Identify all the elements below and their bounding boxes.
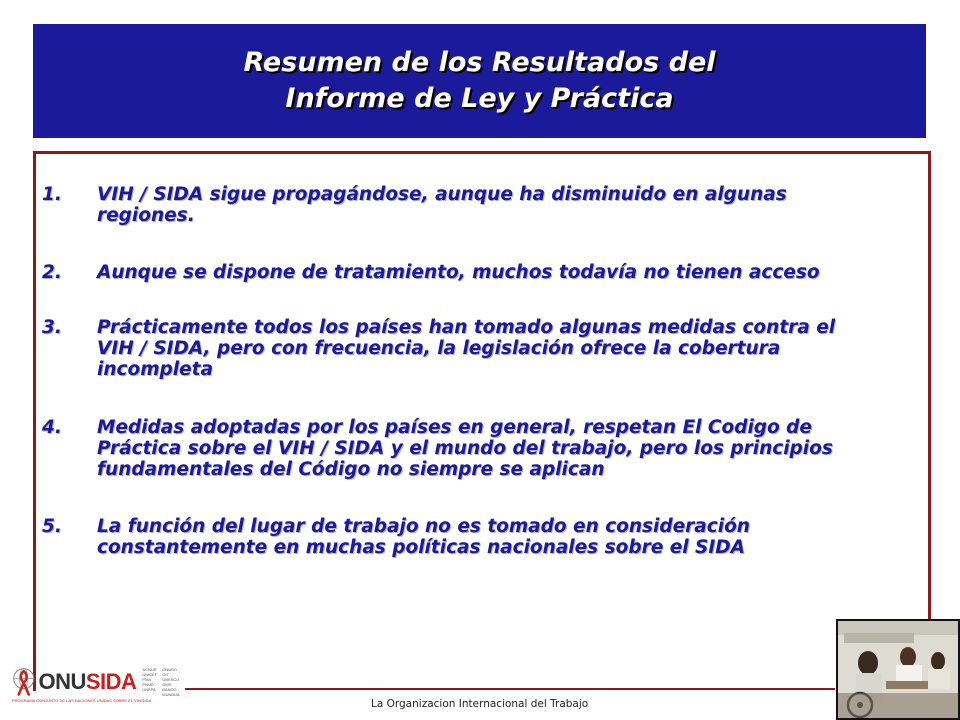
title-banner <box>33 24 926 138</box>
findings-list <box>42 184 862 558</box>
logo-partner-list: ACNUR ONUDD UNICEF OIT PMA UNESCO PNUD OMS UNFPA BANCO MUNDIAL <box>142 667 181 697</box>
list-item-number: 3. <box>42 317 62 338</box>
list-item-number: 5. <box>42 516 62 537</box>
list-item-number: 4. <box>42 417 62 438</box>
list-item-text: La función del lugar de trabajo no es tomado en consideración constantemente en muchas políticas nacionales sobre el SIDA <box>97 516 750 558</box>
list-item-text: Aunque se dispone de tratamiento, muchos todavía no tienen acceso <box>97 262 820 283</box>
slide-title-line-2: Informe de Ley y Práctica <box>285 83 674 114</box>
slide-title-line-1: Resumen de los Resultados del <box>243 47 716 78</box>
list-item-text: Prácticamente todos los países han tomado algunas medidas contra el VIH / SIDA, pero con frecuencia, la legislación ofrece la cobertura incompleta <box>97 317 836 380</box>
list-item <box>42 262 862 283</box>
logo-wordmark: ONUSIDA <box>38 669 137 694</box>
workplace-photo <box>836 619 960 720</box>
content-divider <box>185 688 835 690</box>
list-item <box>42 417 862 480</box>
list-item <box>42 516 862 558</box>
onusida-logo <box>12 660 187 704</box>
logo-tagline: PROGRAMA CONJUNTO DE LAS NACIONES UNIDAS SOBRE EL VIH/SIDA <box>12 698 152 703</box>
list-item <box>42 317 862 380</box>
list-item <box>42 184 862 226</box>
ribbon-globe-icon <box>12 663 35 701</box>
list-item-text: VIH / SIDA sigue propagándose, aunque ha disminuido en algunas regiones. <box>97 184 787 226</box>
list-item-number: 1. <box>42 184 62 205</box>
list-item-number: 2. <box>42 262 62 283</box>
footer-organization: La Organizacion Internacional del Trabajo <box>371 698 589 710</box>
classroom-photo-image <box>838 621 958 718</box>
list-item-text: Medidas adoptadas por los países en general, respetan El Codigo de Práctica sobre el VIH / SIDA y el mundo del trabajo, pero los principios fundamentales del Código no siempre se aplican <box>97 417 833 480</box>
